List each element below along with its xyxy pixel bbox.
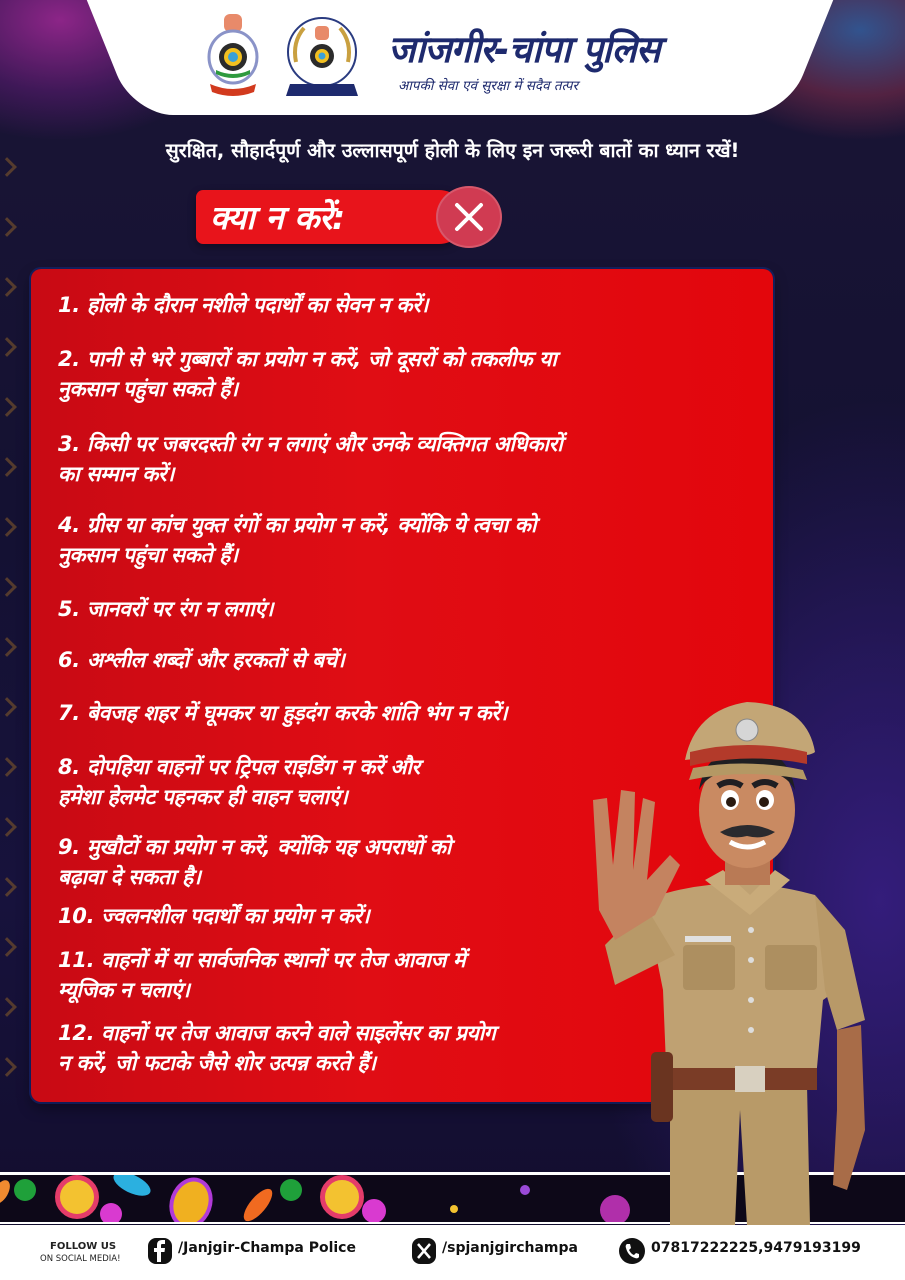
x-handle-link[interactable]: /spjanjgirchampa xyxy=(442,1240,578,1256)
x-icon[interactable] xyxy=(412,1238,436,1264)
chevron-decoration xyxy=(0,160,16,1160)
list-item-line: का सम्मान करें। xyxy=(58,462,174,486)
list-item xyxy=(58,752,618,812)
brand-title: जांजगीर-चांपा पुलिस xyxy=(388,28,660,71)
list-item-line: हमेशा हेलमेट पहनकर ही वाहन चलाएं। xyxy=(58,785,348,809)
follow-us-sublabel: ON SOCIAL MEDIA! xyxy=(40,1254,121,1264)
list-item xyxy=(58,945,618,1005)
list-item-line: 8. दोपहिया वाहनों पर ट्रिपल राइडिंग न करें और xyxy=(58,755,420,779)
list-item xyxy=(58,344,738,404)
police-officer-illustration xyxy=(575,690,875,1225)
list-item-line: 9. मुखौटों का प्रयोग न करें, क्योंकि यह अपराधों को xyxy=(58,835,451,859)
list-item xyxy=(58,429,758,489)
phone-numbers[interactable]: 07817222225,9479193199 xyxy=(651,1240,861,1256)
list-item xyxy=(58,832,618,892)
facebook-handle-link[interactable]: /Janjgir-Champa Police xyxy=(178,1240,356,1256)
follow-us-label: FOLLOW US xyxy=(50,1241,117,1252)
list-item-line: 3. किसी पर जबरदस्ती रंग न लगाएं और उनके व्यक्तिगत अधिकारों xyxy=(58,432,563,456)
list-item-line: 4. ग्रीस या कांच युक्त रंगों का प्रयोग न करें, क्योंकि ये त्वचा को xyxy=(58,513,537,537)
list-item-line: नुकसान पहुंचा सकते हैं। xyxy=(58,543,238,567)
list-item xyxy=(58,290,698,320)
list-item xyxy=(58,594,618,624)
list-item-line: 7. बेवजह शहर में घूमकर या हुड़दंग करके शांति भंग न करें। xyxy=(58,701,508,725)
list-item-line: 2. पानी से भरे गुब्बारों का प्रयोग न करें, जो दूसरों को तकलीफ या xyxy=(58,347,557,371)
list-item-line: 1. होली के दौरान नशीले पदार्थों का सेवन न करें। xyxy=(58,293,429,317)
list-item-line: नुकसान पहुंचा सकते हैं। xyxy=(58,377,238,401)
cross-icon xyxy=(436,186,502,248)
list-item xyxy=(58,510,738,570)
dont-section-label: क्या न करें: xyxy=(210,198,345,237)
list-item-line: 12. वाहनों पर तेज आवाज करने वाले साइलेंसर का प्रयोग xyxy=(58,1021,496,1045)
list-item-line: 6. अश्लील शब्दों और हरकतों से बचें। xyxy=(58,648,345,672)
janjgir-champa-police-emblem-icon xyxy=(282,12,362,100)
footer-social-bar xyxy=(0,1225,905,1280)
list-item-line: बढ़ावा दे सकता है। xyxy=(58,865,201,889)
subheading: सुरक्षित, सौहार्दपूर्ण और उल्लासपूर्ण होली के लिए इन जरूरी बातों का ध्यान रखें! xyxy=(165,139,740,162)
list-item xyxy=(58,901,618,931)
chhattisgarh-police-emblem-icon xyxy=(204,12,262,96)
list-item-line: 10. ज्वलनशील पदार्थों का प्रयोग न करें। xyxy=(58,904,370,928)
brand-tagline: आपकी सेवा एवं सुरक्षा में सदैव तत्पर xyxy=(398,78,578,94)
list-item-line: न करें, जो फटाके जैसे शोर उत्पन्न करते हैं। xyxy=(58,1051,376,1075)
facebook-icon[interactable] xyxy=(148,1238,172,1264)
list-item-line: 5. जानवरों पर रंग न लगाएं। xyxy=(58,597,274,621)
list-item-line: म्यूजिक न चलाएं। xyxy=(58,978,190,1002)
list-item xyxy=(58,1018,658,1078)
list-item xyxy=(58,645,618,675)
list-item-line: 11. वाहनों में या सार्वजनिक स्थानों पर तेज आवाज में xyxy=(58,948,466,972)
phone-icon[interactable] xyxy=(619,1238,645,1264)
